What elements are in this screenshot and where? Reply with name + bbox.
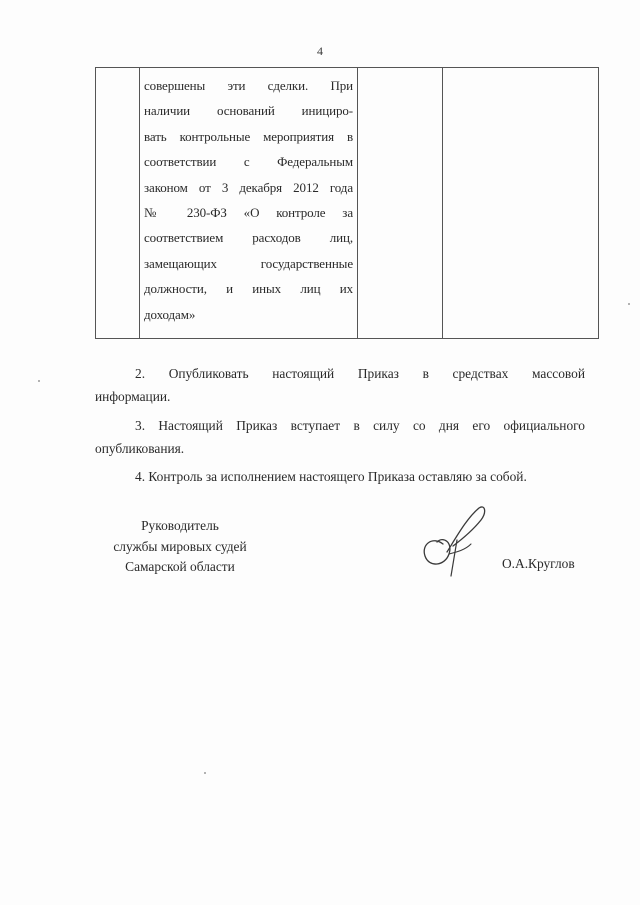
paragraph-line: 2. Опубликовать настоящий Приказ в средствах массовой: [135, 366, 585, 381]
table-cell-number: [96, 68, 140, 339]
paragraph-line: информации.: [95, 389, 171, 404]
page-number: 4: [317, 44, 323, 58]
paragraph-line: опубликования.: [95, 441, 185, 456]
measure-line: должности, и иных лиц их: [144, 281, 353, 297]
paragraph-effective: [95, 414, 585, 460]
paragraph-line: 3. Настоящий Приказ вступает в силу со дня его официального: [135, 418, 585, 433]
signatory-title-line: службы мировых судей: [113, 538, 247, 554]
paragraph-control: [95, 465, 585, 488]
measure-line: № 230-ФЗ «О контроле за: [144, 204, 353, 220]
signatory-title-line: Самарской области: [125, 559, 235, 574]
table-cell-responsible: [443, 68, 599, 339]
measure-line: замещающих государственные: [144, 255, 353, 271]
measure-line: соответствии с Федеральным: [144, 154, 353, 170]
measure-line: соответствием расходов лиц,: [144, 230, 353, 246]
signatory-title: [95, 516, 265, 578]
handwritten-signature-icon: [413, 500, 493, 580]
measure-line: наличии оснований инициро-: [144, 103, 353, 119]
scan-speck: [628, 303, 630, 305]
measure-line: вать контрольные мероприятия в: [144, 128, 353, 144]
paragraph-line: 4. Контроль за исполнением настоящего Приказа оставляю за собой.: [135, 469, 527, 484]
table-cell-measure: [140, 68, 358, 339]
paragraph-publish: [95, 362, 585, 408]
table-row: [96, 68, 599, 339]
scan-speck: [204, 772, 206, 774]
measure-line: совершены эти сделки. При: [144, 78, 353, 93]
signatory-title-line: Руководитель: [141, 518, 219, 533]
table-cell-deadline: [358, 68, 443, 339]
scan-speck: [38, 380, 40, 382]
measure-line: законом от 3 декабря 2012 года: [144, 179, 353, 195]
measure-line: доходам»: [144, 306, 196, 322]
measure-text: [140, 68, 357, 331]
signer-name: О.А.Круглов: [502, 556, 575, 571]
measures-table: [95, 67, 599, 339]
